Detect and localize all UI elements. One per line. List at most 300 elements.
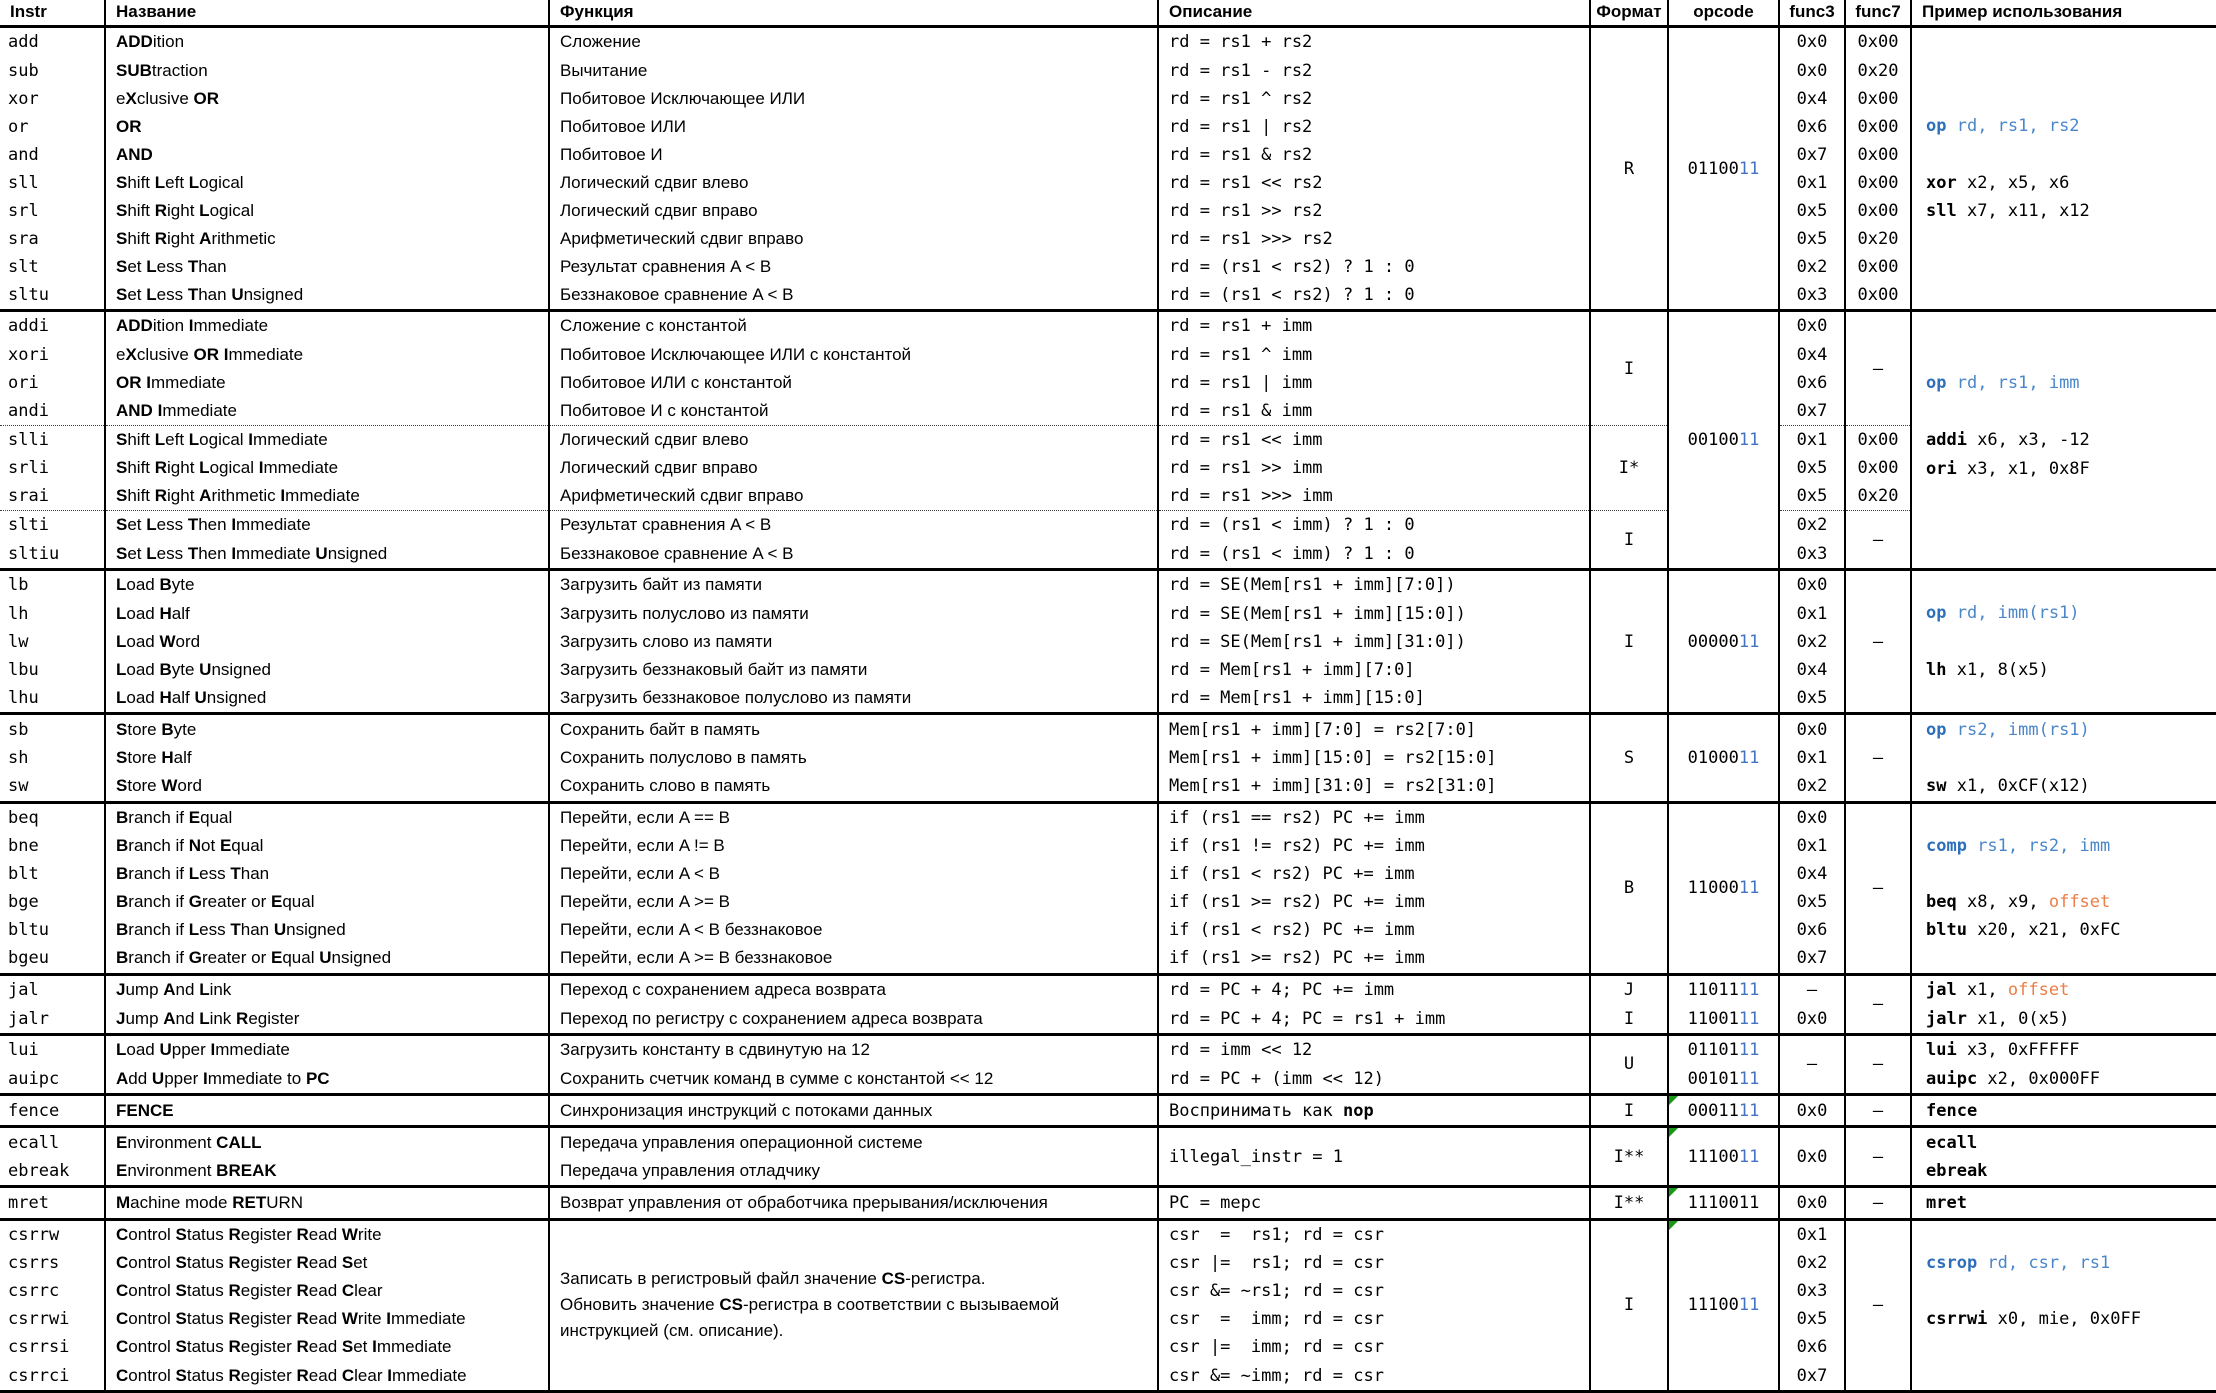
cell-instr: lw xyxy=(8,631,29,652)
example-line: ori x3, x1, 0x8F xyxy=(1926,458,2090,479)
cell-func3: 0x6 xyxy=(1779,369,1845,397)
cell-name: Branch if Less Than xyxy=(105,860,549,888)
table-row xyxy=(0,281,2216,311)
cell-function: Загрузить слово из памяти xyxy=(549,628,1158,656)
cell-instr: mret xyxy=(0,1187,105,1219)
example-line: ebreak xyxy=(1926,1161,1988,1182)
cell-func7: 0x00 xyxy=(1845,197,1911,225)
cell-opcode: 1100011 xyxy=(1668,802,1779,974)
cell-function: Побитовое И с константой xyxy=(549,397,1158,426)
cell-func3: 0x2 xyxy=(1779,628,1845,656)
cell-description: Mem[rs1 + imm][7:0] = rs2[7:0] xyxy=(1158,714,1590,744)
cell-instr: sw xyxy=(8,776,29,797)
cell-opcode: 1100111 xyxy=(1668,1004,1779,1034)
cell-name: Branch if Greater or Equal xyxy=(105,888,549,916)
table-row xyxy=(0,1187,2216,1219)
cell-func7: – xyxy=(1845,1095,1911,1127)
cell-func3: 0x7 xyxy=(1779,141,1845,169)
cell-name: Control Status Register Read Set xyxy=(105,1249,549,1277)
cell-example xyxy=(1911,1219,2216,1391)
cell-description: rd = Mem[rs1 + imm][7:0] xyxy=(1158,656,1590,684)
cell-description: PC = mepc xyxy=(1158,1187,1590,1219)
cell-func3: 0x4 xyxy=(1779,860,1845,888)
example-line: beq x8, x9, offset xyxy=(1926,892,2111,913)
cell-description: Воспринимать как nop xyxy=(1158,1095,1590,1127)
cell-name: Load Word xyxy=(105,628,549,656)
cell-description: Mem[rs1 + imm][15:0] = rs2[15:0] xyxy=(1158,744,1590,772)
cell-format: J xyxy=(1590,974,1668,1004)
cell-func7: – xyxy=(1845,511,1911,570)
cell-description: rd = rs1 ^ rs2 xyxy=(1158,85,1590,113)
cell-name: SUBtraction xyxy=(105,57,549,85)
cell-func3: 0x0 xyxy=(1779,311,1845,341)
cell-example xyxy=(1911,714,2216,802)
cell-func3: 0x3 xyxy=(1779,281,1845,311)
cell-name: OR xyxy=(105,113,549,141)
cell-func3: 0x0 xyxy=(1779,570,1845,600)
cell-func3: 0x1 xyxy=(1779,744,1845,772)
cell-name: AND Immediate xyxy=(105,397,549,426)
table-row xyxy=(0,141,2216,169)
cell-format: I xyxy=(1590,570,1668,714)
cell-instr: sltu xyxy=(8,284,49,305)
cell-func3: 0x4 xyxy=(1779,85,1845,113)
cell-example xyxy=(1911,802,2216,974)
table-row xyxy=(0,714,2216,744)
cell-instr: ebreak xyxy=(8,1161,70,1182)
example-line: jalr x1, 0(x5) xyxy=(1926,1008,2070,1029)
column-header-example: Пример использования xyxy=(1911,0,2216,27)
cell-func7: 0x00 xyxy=(1845,169,1911,197)
cell-name: Jump And Link xyxy=(105,974,549,1004)
cell-func3: 0x2 xyxy=(1779,772,1845,802)
cell-description: csr |= rs1; rd = csr xyxy=(1158,1249,1590,1277)
cell-func3: 0x3 xyxy=(1779,540,1845,570)
cell-name: Load Half Unsigned xyxy=(105,684,549,714)
cell-function: Арифметический сдвиг вправо xyxy=(549,482,1158,511)
cell-instr: sh xyxy=(8,747,29,768)
cell-name: Control Status Register Read Write xyxy=(105,1219,549,1249)
cell-instr: srl xyxy=(8,200,39,221)
cell-description: csr |= imm; rd = csr xyxy=(1158,1333,1590,1361)
comment-marker-icon xyxy=(1669,1128,1678,1137)
table-row xyxy=(0,570,2216,600)
cell-function: Загрузить байт из памяти xyxy=(549,570,1158,600)
cell-opcode: 0100011 xyxy=(1668,714,1779,802)
table-row xyxy=(0,511,2216,540)
cell-function: Сложение с константой xyxy=(549,311,1158,341)
cell-name: ADDition Immediate xyxy=(105,311,549,341)
cell-func3: 0x1 xyxy=(1779,1219,1845,1249)
cell-func7: 0x20 xyxy=(1845,482,1911,511)
table-row xyxy=(0,253,2216,281)
cell-name: Control Status Register Read Set Immediate xyxy=(105,1333,549,1361)
cell-func3: 0x0 xyxy=(1779,802,1845,832)
cell-func3: 0x4 xyxy=(1779,656,1845,684)
example-line: csrop rd, csr, rs1 xyxy=(1926,1252,2111,1273)
cell-function: Синхронизация инструкций с потоками данных xyxy=(549,1095,1158,1127)
cell-func3: 0x0 xyxy=(1779,1187,1845,1219)
cell-instr: sltiu xyxy=(8,543,60,564)
cell-func7: 0x00 xyxy=(1845,425,1911,454)
cell-description: if (rs1 < rs2) PC += imm xyxy=(1158,860,1590,888)
cell-function: Арифметический сдвиг вправо xyxy=(549,225,1158,253)
cell-func7: 0x00 xyxy=(1845,27,1911,57)
cell-example xyxy=(1911,570,2216,714)
cell-example xyxy=(1911,27,2216,311)
cell-function: Загрузить беззнаковый байт из памяти xyxy=(549,656,1158,684)
cell-func3: 0x5 xyxy=(1779,197,1845,225)
cell-description: if (rs1 != rs2) PC += imm xyxy=(1158,832,1590,860)
cell-function: Перейти, если A >= B xyxy=(549,888,1158,916)
cell-function: Сохранить слово в память xyxy=(549,772,1158,802)
cell-name: Set Less Then Immediate xyxy=(105,511,549,540)
cell-instr: csrrs xyxy=(8,1253,60,1274)
cell-function: Передача управления отладчику xyxy=(549,1157,1158,1187)
cell-function: Сохранить счетчик команд в сумме с константой << 12 xyxy=(549,1064,1158,1094)
cell-instr: sb xyxy=(0,714,105,744)
cell-description: csr = imm; rd = csr xyxy=(1158,1305,1590,1333)
cell-description: if (rs1 == rs2) PC += imm xyxy=(1158,802,1590,832)
cell-name: Shift Right Arithmetic Immediate xyxy=(105,482,549,511)
cell-name: Jump And Link Register xyxy=(105,1004,549,1034)
example-line: jal x1, offset xyxy=(1926,979,2070,1000)
cell-instr: bne xyxy=(8,836,39,857)
cell-instr: slt xyxy=(8,256,39,277)
cell-description: rd = PC + 4; PC = rs1 + imm xyxy=(1158,1004,1590,1034)
cell-opcode: 1110011 xyxy=(1668,1127,1779,1187)
example-line: csrrwi x0, mie, 0x0FF xyxy=(1926,1309,2141,1330)
cell-instr: fence xyxy=(0,1095,105,1127)
example-line: sw x1, 0xCF(x12) xyxy=(1926,776,2090,797)
cell-description: rd = Mem[rs1 + imm][15:0] xyxy=(1158,684,1590,714)
cell-format: I xyxy=(1590,311,1668,426)
cell-format: I** xyxy=(1590,1127,1668,1187)
cell-opcode: 1101111 xyxy=(1668,974,1779,1004)
cell-name: Shift Right Logical Immediate xyxy=(105,454,549,482)
cell-instr: bge xyxy=(8,892,39,913)
table-row xyxy=(0,57,2216,85)
table-row xyxy=(0,1127,2216,1157)
cell-description: rd = (rs1 < imm) ? 1 : 0 xyxy=(1158,540,1590,570)
cell-description: rd = rs1 - rs2 xyxy=(1158,57,1590,85)
cell-name: Branch if Greater or Equal Unsigned xyxy=(105,944,549,974)
cell-func7: 0x00 xyxy=(1845,141,1911,169)
cell-instr: ecall xyxy=(0,1127,105,1157)
cell-func3: 0x4 xyxy=(1779,341,1845,369)
cell-instr: jal xyxy=(0,974,105,1004)
cell-function: Логический сдвиг вправо xyxy=(549,197,1158,225)
column-header-instr: Instr xyxy=(0,0,105,27)
cell-description: illegal_instr = 1 xyxy=(1158,1127,1590,1187)
cell-func3: 0x0 xyxy=(1779,1127,1845,1187)
cell-instr: xori xyxy=(8,344,49,365)
cell-format: B xyxy=(1590,802,1668,974)
cell-instr: addi xyxy=(0,311,105,341)
cell-function: Беззнаковое сравнение A < B xyxy=(549,540,1158,570)
cell-name: ADDition xyxy=(105,27,549,57)
example-line: op rd, rs1, imm xyxy=(1926,373,2080,394)
cell-function: Перейти, если A < B беззнаковое xyxy=(549,916,1158,944)
table-row xyxy=(0,27,2216,57)
cell-description: rd = rs1 >>> rs2 xyxy=(1158,225,1590,253)
cell-name: Branch if Equal xyxy=(105,802,549,832)
cell-description: rd = rs1 << imm xyxy=(1158,425,1590,454)
cell-name: Load Half xyxy=(105,600,549,628)
cell-func7: 0x00 xyxy=(1845,113,1911,141)
cell-description: rd = rs1 << rs2 xyxy=(1158,169,1590,197)
cell-func7: – xyxy=(1845,802,1911,974)
comment-marker-icon xyxy=(1669,1188,1678,1197)
cell-func3: 0x5 xyxy=(1779,1305,1845,1333)
cell-name: Store Half xyxy=(105,744,549,772)
cell-func7: 0x00 xyxy=(1845,85,1911,113)
table-row xyxy=(0,425,2216,454)
comment-marker-icon xyxy=(1669,1221,1678,1230)
cell-func3: 0x2 xyxy=(1779,253,1845,281)
example-line: addi x6, x3, -12 xyxy=(1926,430,2090,451)
table-row xyxy=(0,974,2216,1004)
example-line: fence xyxy=(1926,1100,1978,1121)
cell-instr: bltu xyxy=(8,920,49,941)
cell-description: csr &= ~imm; rd = csr xyxy=(1158,1361,1590,1391)
cell-func3: 0x5 xyxy=(1779,482,1845,511)
cell-name: FENCE xyxy=(105,1095,549,1127)
cell-func3: 0x1 xyxy=(1779,600,1845,628)
cell-name: Branch if Less Than Unsigned xyxy=(105,916,549,944)
cell-description: csr = rs1; rd = csr xyxy=(1158,1219,1590,1249)
cell-function: Побитовое И xyxy=(549,141,1158,169)
cell-name: Store Word xyxy=(105,772,549,802)
cell-func7: 0x00 xyxy=(1845,253,1911,281)
cell-func3: – xyxy=(1779,1034,1845,1094)
cell-func3: 0x7 xyxy=(1779,944,1845,974)
cell-instr: sll xyxy=(8,172,39,193)
cell-function: Перейти, если A != B xyxy=(549,832,1158,860)
cell-description: rd = (rs1 < rs2) ? 1 : 0 xyxy=(1158,281,1590,311)
cell-instr: or xyxy=(8,116,29,137)
cell-opcode: 0000011 xyxy=(1668,570,1779,714)
cell-description: Mem[rs1 + imm][31:0] = rs2[31:0] xyxy=(1158,772,1590,802)
cell-example xyxy=(1911,1127,2216,1187)
cell-instr: lh xyxy=(8,603,29,624)
cell-name: AND xyxy=(105,141,549,169)
cell-format: I xyxy=(1590,1219,1668,1391)
cell-instr: blt xyxy=(8,864,39,885)
cell-func3: 0x5 xyxy=(1779,225,1845,253)
cell-opcode: 1110011 xyxy=(1668,1219,1779,1391)
cell-instr: beq xyxy=(0,802,105,832)
cell-name: Set Less Than xyxy=(105,253,549,281)
cell-instr: slti xyxy=(0,511,105,540)
cell-instr: csrrci xyxy=(8,1365,70,1386)
cell-example xyxy=(1911,311,2216,570)
cell-function: Сохранить полуслово в память xyxy=(549,744,1158,772)
cell-instr: lbu xyxy=(8,659,39,680)
cell-description: rd = rs1 & imm xyxy=(1158,397,1590,426)
header-row xyxy=(0,0,2216,27)
cell-function: Передача управления операционной системе xyxy=(549,1127,1158,1157)
cell-description: rd = rs1 + rs2 xyxy=(1158,27,1590,57)
cell-instr: srli xyxy=(8,458,49,479)
cell-func3: 0x7 xyxy=(1779,1361,1845,1391)
cell-func7: – xyxy=(1845,714,1911,802)
example-line: comp rs1, rs2, imm xyxy=(1926,835,2111,856)
cell-format: I xyxy=(1590,1004,1668,1034)
column-header-name: Название xyxy=(105,0,549,27)
table-row xyxy=(0,1095,2216,1127)
cell-function: Перейти, если A >= B беззнаковое xyxy=(549,944,1158,974)
table-row xyxy=(0,169,2216,197)
cell-func7: 0x20 xyxy=(1845,57,1911,85)
cell-name: Control Status Register Read Write Immediate xyxy=(105,1305,549,1333)
cell-function: Возврат управления от обработчика прерывания/исключения xyxy=(549,1187,1158,1219)
cell-description: rd = SE(Mem[rs1 + imm][31:0]) xyxy=(1158,628,1590,656)
table-row xyxy=(0,225,2216,253)
cell-name: Shift Right Arithmetic xyxy=(105,225,549,253)
cell-func3: 0x0 xyxy=(1779,57,1845,85)
cell-name: Store Byte xyxy=(105,714,549,744)
cell-opcode: 0010011 xyxy=(1668,311,1779,570)
cell-function: Перейти, если A < B xyxy=(549,860,1158,888)
cell-description: rd = rs1 >>> imm xyxy=(1158,482,1590,511)
cell-opcode: 0001111 xyxy=(1668,1095,1779,1127)
table-row xyxy=(0,454,2216,482)
cell-func7: – xyxy=(1845,1219,1911,1391)
cell-name: Load Upper Immediate xyxy=(105,1034,549,1064)
cell-opcode: 0110011 xyxy=(1668,27,1779,311)
cell-description: rd = SE(Mem[rs1 + imm][7:0]) xyxy=(1158,570,1590,600)
cell-instr: sub xyxy=(8,60,39,81)
cell-example xyxy=(1911,1095,2216,1127)
cell-instr: xor xyxy=(8,88,39,109)
cell-format: I* xyxy=(1590,425,1668,510)
cell-name: Load Byte Unsigned xyxy=(105,656,549,684)
column-header-desc: Описание xyxy=(1158,0,1590,27)
example-line: lui x3, 0xFFFFF xyxy=(1926,1040,2080,1061)
example-line: op rd, rs1, rs2 xyxy=(1926,116,2080,137)
cell-instr: csrrsi xyxy=(8,1337,70,1358)
example-line: auipc x2, 0x000FF xyxy=(1926,1068,2101,1089)
cell-func3: 0x1 xyxy=(1779,832,1845,860)
cell-name: Shift Left Logical xyxy=(105,169,549,197)
cell-description: rd = (rs1 < rs2) ? 1 : 0 xyxy=(1158,253,1590,281)
cell-function: Переход по регистру с сохранением адреса возврата xyxy=(549,1004,1158,1034)
table-row xyxy=(0,311,2216,341)
cell-function: Сохранить байт в память xyxy=(549,714,1158,744)
cell-function: Побитовое ИЛИ с константой xyxy=(549,369,1158,397)
cell-instr: csrrwi xyxy=(8,1309,70,1330)
example-line: xor x2, x5, x6 xyxy=(1926,172,2070,193)
cell-func3: 0x6 xyxy=(1779,113,1845,141)
cell-description: if (rs1 < rs2) PC += imm xyxy=(1158,916,1590,944)
cell-func7: – xyxy=(1845,974,1911,1034)
cell-name: Machine mode RETURN xyxy=(105,1187,549,1219)
cell-format: I xyxy=(1590,511,1668,570)
cell-func7: – xyxy=(1845,1187,1911,1219)
cell-name: Shift Right Logical xyxy=(105,197,549,225)
cell-func3: 0x0 xyxy=(1779,27,1845,57)
cell-function: Загрузить беззнаковое полуслово из памяти xyxy=(549,684,1158,714)
table-row xyxy=(0,1219,2216,1249)
cell-func3: 0x1 xyxy=(1779,425,1845,454)
cell-instr: lui xyxy=(0,1034,105,1064)
cell-func3: 0x5 xyxy=(1779,684,1845,714)
cell-description: rd = PC + (imm << 12) xyxy=(1158,1064,1590,1094)
cell-instr: auipc xyxy=(8,1068,60,1089)
cell-instr: slli xyxy=(0,425,105,454)
cell-func7: – xyxy=(1845,311,1911,426)
cell-description: rd = rs1 ^ imm xyxy=(1158,341,1590,369)
cell-function: Вычитание xyxy=(549,57,1158,85)
table-row xyxy=(0,1034,2216,1064)
cell-func3: 0x3 xyxy=(1779,1277,1845,1305)
cell-instr: and xyxy=(8,144,39,165)
cell-format: I xyxy=(1590,1095,1668,1127)
table-row xyxy=(0,802,2216,832)
cell-func7: 0x20 xyxy=(1845,225,1911,253)
cell-instr: bgeu xyxy=(8,948,49,969)
cell-instr: add xyxy=(0,27,105,57)
column-header-func: Функция xyxy=(549,0,1158,27)
cell-func3: 0x0 xyxy=(1779,1095,1845,1127)
example-line: lh x1, 8(x5) xyxy=(1926,659,2049,680)
cell-name: Environment CALL xyxy=(105,1127,549,1157)
cell-instr: csrrc xyxy=(8,1281,60,1302)
cell-name: Add Upper Immediate to PC xyxy=(105,1064,549,1094)
cell-description: if (rs1 >= rs2) PC += imm xyxy=(1158,888,1590,916)
cell-func7: 0x00 xyxy=(1845,281,1911,311)
cell-description: rd = PC + 4; PC += imm xyxy=(1158,974,1590,1004)
cell-format: U xyxy=(1590,1034,1668,1094)
cell-example xyxy=(1911,1034,2216,1094)
cell-format: R xyxy=(1590,27,1668,311)
cell-instr: srai xyxy=(8,486,49,507)
column-header-func3: func3 xyxy=(1779,0,1845,27)
column-header-opcode: opcode xyxy=(1668,0,1779,27)
column-header-fmt: Формат xyxy=(1590,0,1668,27)
cell-func3: 0x0 xyxy=(1779,714,1845,744)
cell-function: Результат сравнения A < B xyxy=(549,253,1158,281)
cell-description: if (rs1 >= rs2) PC += imm xyxy=(1158,944,1590,974)
cell-func3: 0x0 xyxy=(1779,1004,1845,1034)
cell-format: S xyxy=(1590,714,1668,802)
cell-name: Control Status Register Read Clear Immediate xyxy=(105,1361,549,1391)
cell-description: rd = imm << 12 xyxy=(1158,1034,1590,1064)
cell-name: Load Byte xyxy=(105,570,549,600)
cell-func3: 0x7 xyxy=(1779,397,1845,426)
table-row xyxy=(0,113,2216,141)
cell-function: Логический сдвиг вправо xyxy=(549,454,1158,482)
cell-description: csr &= ~rs1; rd = csr xyxy=(1158,1277,1590,1305)
cell-func3: 0x5 xyxy=(1779,888,1845,916)
example-line: op rd, imm(rs1) xyxy=(1926,603,2080,624)
cell-function: Побитовое Исключающее ИЛИ xyxy=(549,85,1158,113)
cell-description: rd = (rs1 < imm) ? 1 : 0 xyxy=(1158,511,1590,540)
cell-func3: 0x5 xyxy=(1779,454,1845,482)
cell-function: Побитовое Исключающее ИЛИ с константой xyxy=(549,341,1158,369)
cell-func7: 0x00 xyxy=(1845,454,1911,482)
cell-function: Сложение xyxy=(549,27,1158,57)
cell-instr: andi xyxy=(8,400,49,421)
cell-func3: 0x2 xyxy=(1779,511,1845,540)
cell-instr: csrrw xyxy=(0,1219,105,1249)
cell-name: eXclusive OR xyxy=(105,85,549,113)
cell-name: OR Immediate xyxy=(105,369,549,397)
cell-function: Загрузить полуслово из памяти xyxy=(549,600,1158,628)
cell-description: rd = rs1 >> rs2 xyxy=(1158,197,1590,225)
cell-function: Беззнаковое сравнение A < B xyxy=(549,281,1158,311)
